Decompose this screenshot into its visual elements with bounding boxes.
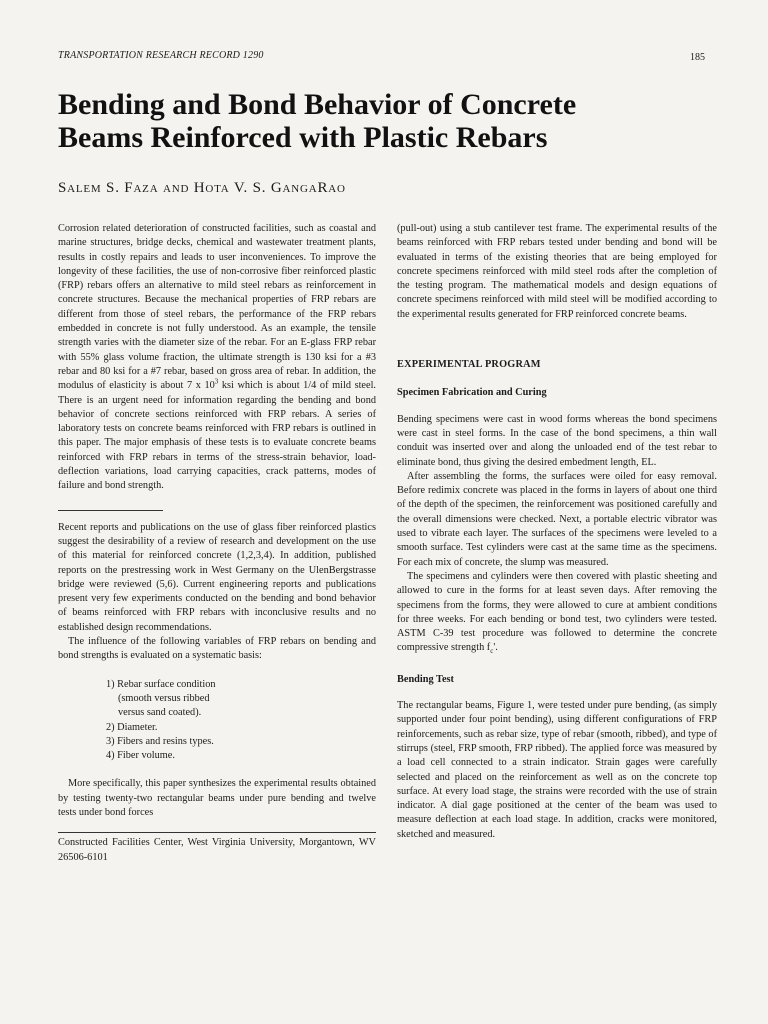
list-item: 3) Fibers and resins types. xyxy=(106,735,214,747)
paper-title xyxy=(58,88,718,154)
subsection-heading-bending: Bending Test xyxy=(397,673,454,685)
list-item: 4) Fiber volume. xyxy=(106,750,175,762)
title-line-1: Bending and Bond Behavior of Concrete xyxy=(58,88,577,121)
abstract-text-tail: ksi which is about 1/4 of mild steel. There is an urgent need for information regarding the bending and bond behavior of concrete sections reinforced with FRP rebars. A series of laboratory tests on concrete beams reinforced with FRP rebars is outlined in this paper. The major emphasis of these tests is to evaluate concrete beams reinforced with FRP rebars in terms of the stress-strain behavior, load-deflection variations, load carrying capacities, crack patterns, modes of failure and bond strength. xyxy=(58,380,377,492)
right-column xyxy=(397,222,717,842)
abstract-paragraph xyxy=(58,222,376,494)
intro-paragraph-1: Recent reports and publications on the use of glass fiber reinforced plastics suggest the desirability of a review of research and development on the use of this material for reinforced concrete (1,2,3,4). In addition, published reports on the prestressing work in West Germany on the UlenBergstrasse bridge were reviewed (5,6). Current engineering reports and publications present very few experiments conducted on the bending and bond behavior of beams reinforced with FRP rebars with inconclusive results and no established design recommendations. xyxy=(58,521,376,633)
fabrication-text: The specimens and cylinders were then covered with plastic sheeting and allowed to cure in the forms for at least seven days. After removing the specimens from the forms, they were allowed to cure at ambient conditions for three weeks. For each bending or bond test, two cylinders were tested. ASTM C-39 test procedure was followed to determine the concrete compressive strength f xyxy=(397,570,717,654)
page-number: 185 xyxy=(690,52,705,63)
fabrication-paragraph-1: Bending specimens were cast in wood forms whereas the bond specimens were cast in steel forms. In the case of the bond specimens, a thin wall conduit was inserted over and along the unloaded end of the test rebar to eliminate bond, thus giving the desired embedment length, EL. xyxy=(397,413,717,468)
fabrication-paragraph-3 xyxy=(397,570,717,659)
affiliation-text: Constructed Facilities Center, West Virginia University, Morgantown, WV 26506-6101 xyxy=(58,837,376,863)
fabrication-subscript: c xyxy=(490,647,494,656)
list-item: 1) Rebar surface condition xyxy=(106,678,216,690)
left-column xyxy=(58,222,376,865)
abstract-text: Corrosion related deterioration of constructed facilities, such as coastal and marine structures, bridge decks, chemical and wastewater treatment plants, results in costly repairs and leads to user inconveniences. To improve the longevity of these facilities, the use of non-corrosive fiber reinforced plastic (FRP) rebars offers an alternative to mild steel rebars as reinforcement in concrete structures. Because the mechanical properties of FRP rebars are different from those of steel rebars, the performance of the FRP rebars embedded in concrete is not fully understood. As an example, the tensile strength varies with the diameter size of the rebar. For an E-glass FRP rebar with 55% glass volume fraction, the ultimate strength is 130 ksi for a #3 rebar and 80 ksi for a #7 rebar, based on gross area of rebar. In addition, the modulus of elasticity is about 7 x 10 xyxy=(58,223,376,392)
fabrication-text-end: '. xyxy=(493,642,498,654)
subsection-heading-fabrication: Specimen Fabrication and Curing xyxy=(397,387,547,399)
variables-list xyxy=(106,678,376,764)
section-heading: EXPERIMENTAL PROGRAM xyxy=(397,359,541,371)
footnote xyxy=(58,832,376,865)
intro-paragraph-3: More specifically, this paper synthesizes the experimental results obtained by testing twenty-two rectangular beams under pure bending and twelve tests under bond forces xyxy=(58,778,376,818)
continued-paragraph: (pull-out) using a stub cantilever test frame. The experimental results of the beams reinforced with FRP rebars tested under bending and bond will be evaluated in terms of the existing theories that are being employed for concrete specimens reinforced with mild steel rods after the completion of the testing program. The mathematical models and design equations of concrete specimens reinforced with mild steel will be modified according to the experimental results generated for FRP reinforced concrete beams. xyxy=(397,223,717,320)
abstract-superscript: 3 xyxy=(214,377,219,386)
list-item: versus sand coated). xyxy=(118,707,202,719)
fabrication-paragraph-2: After assembling the forms, the surfaces were oiled for easy removal. Before redimix concrete was placed in the forms in layers of about one third of the depth of the specimen, the reinforcement was positioned carefully and the overall dimensions were checked. Next, a portable electric vibrator was used to vibrate each layer. The surfaces of the specimens were leveled to a smooth surface. Test cylinders were cast at the same time as the specimens. For each mix of concrete, the slump was measured. xyxy=(397,470,717,568)
author-line: Salem S. Faza and Hota V. S. GangaRao xyxy=(58,180,346,196)
abstract-divider xyxy=(58,510,163,511)
list-item: (smooth versus ribbed xyxy=(118,692,210,704)
title-line-2: Beams Reinforced with Plastic Rebars xyxy=(58,121,548,154)
journal-header: TRANSPORTATION RESEARCH RECORD 1290 xyxy=(58,50,264,61)
intro-paragraph-2: The influence of the following variables of FRP rebars on bending and bond strengths is evaluated on a systematic basis: xyxy=(58,636,376,662)
list-item: 2) Diameter. xyxy=(106,721,158,733)
bending-paragraph: The rectangular beams, Figure 1, were tested under pure bending, (as simply supported under four point bending), using different configurations of FRP reinforcements, such as rebar size, type of rebar (smooth, ribbed), and type of stirrups (steel, FRP smooth, FRP ribbed). The applied force was measured by a load cell connected to a strain indicator. Strain gages were carefully selected and placed on the reinforcement as well as on the concrete top surface. At every load stage, the strains were recorded with the use of strain indicator. A dial gage positioned at the center of the beam was used to measure deflection at each load stage. In addition, cracks were monitored, sketched and measured. xyxy=(397,700,717,840)
